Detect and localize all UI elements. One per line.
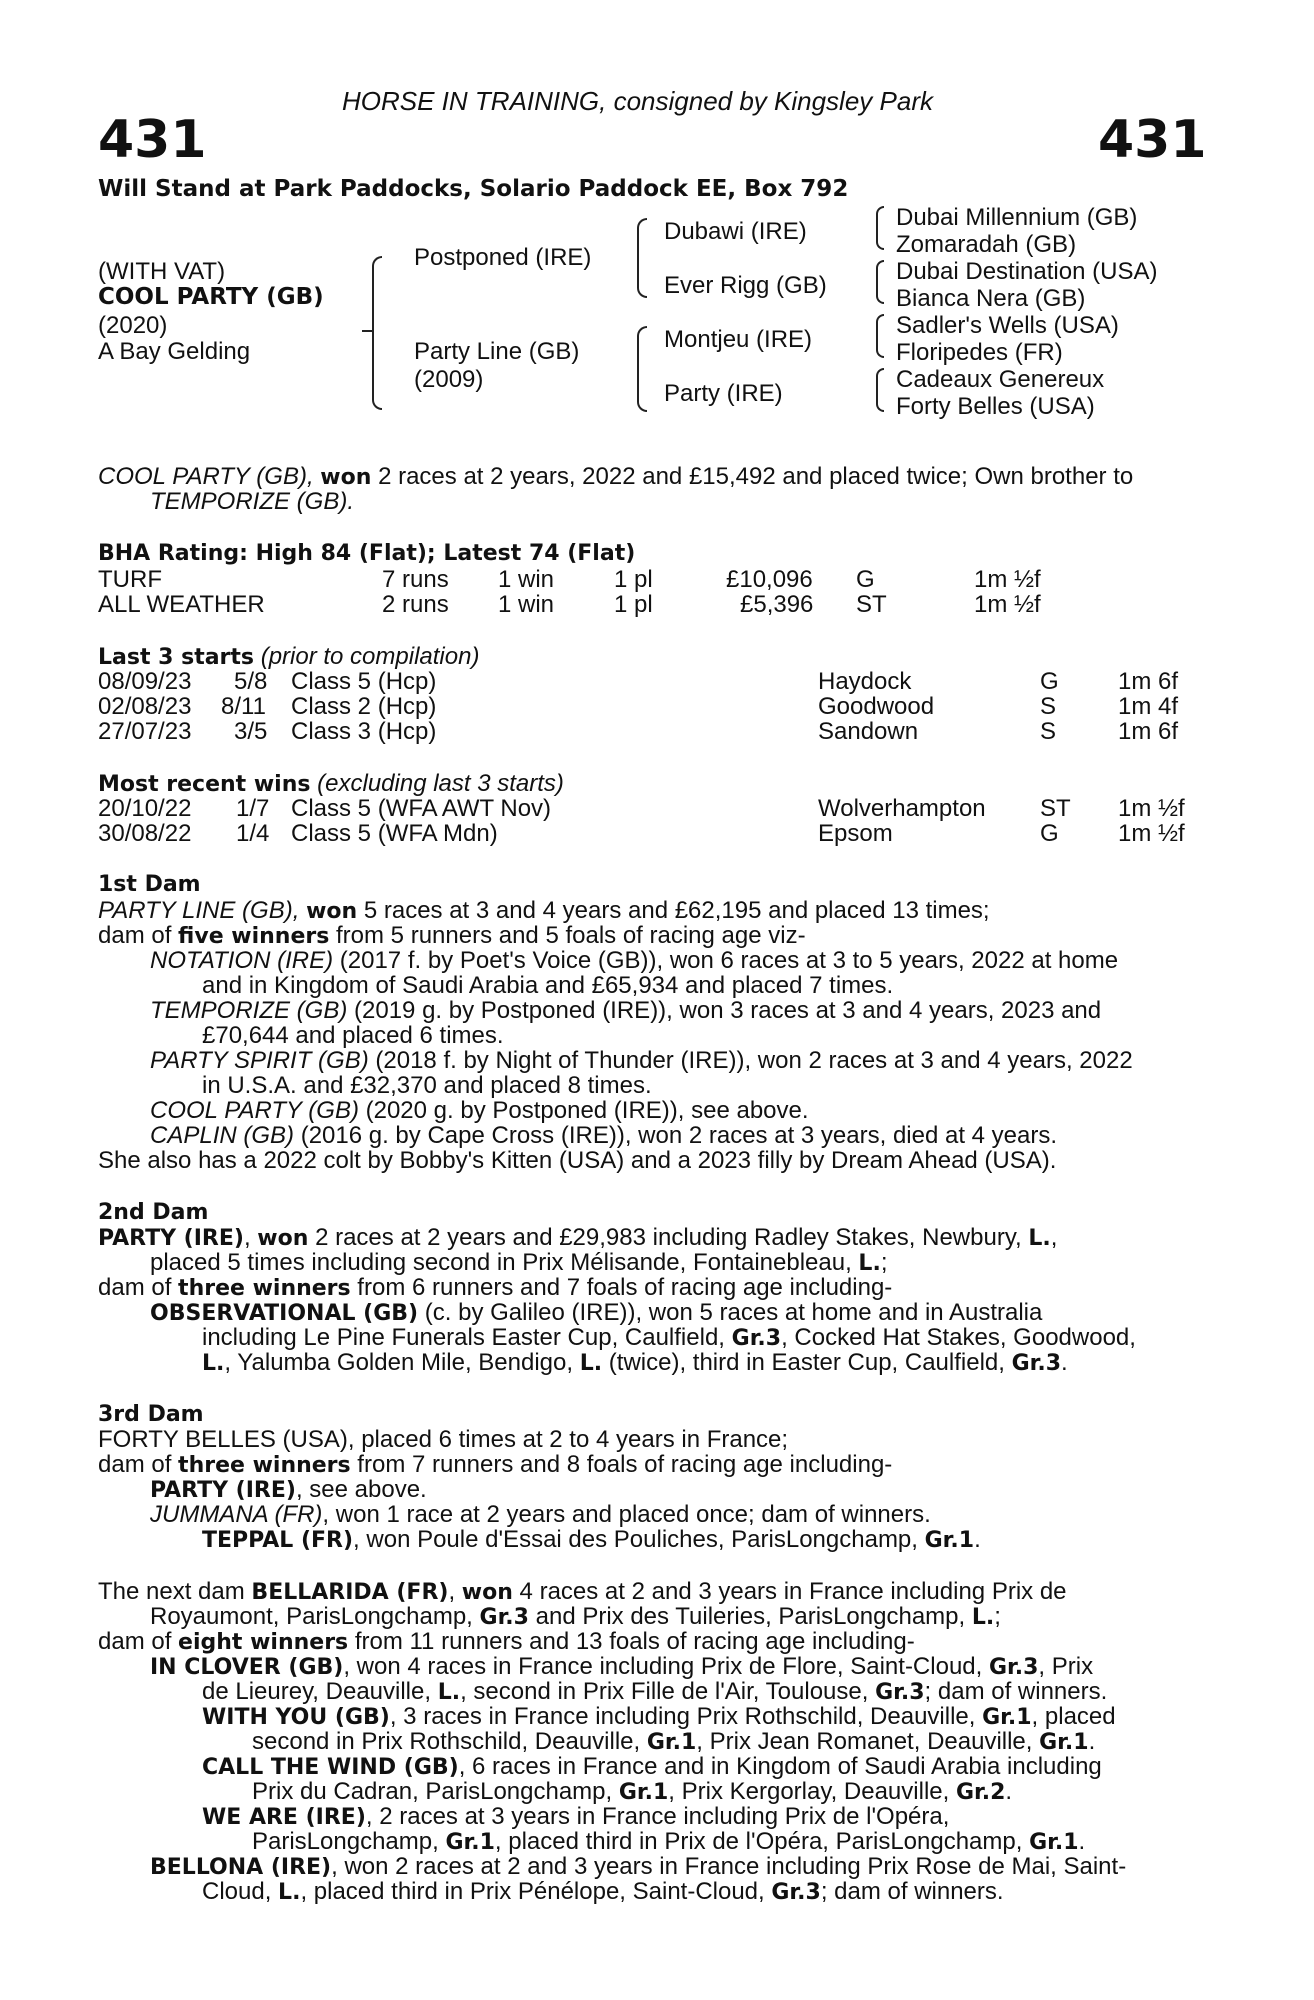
produce-detail: , Cocked Hat Stakes, Goodwood, [781,1324,1136,1351]
first-dam-produce-b: five winners [178,924,330,949]
produce-detail: (2016 g. by Cape Cross (IRE)), won 2 races at 3 years, died at 4 years. [294,1122,1058,1149]
rating-distance: 1m ½f [974,566,1041,593]
pedigree-brace-main-tip [362,330,372,332]
produce-detail: , 3 races in France including Prix Rothschild, Deauville, [389,1703,983,1730]
rating-surface: TURF [98,566,162,593]
next-dam-line2: Royaumont, ParisLongchamp, Gr.3 and Prix des Tuileries, ParisLongchamp, L.; [150,1603,1001,1630]
pedigree-brace-sire [637,218,647,298]
win-date: 30/08/22 [98,820,192,847]
horse-description: A Bay Gelding [98,338,251,365]
pedigree-ggs-1: Dubai Millennium (GB) [896,204,1138,231]
produce-detail: ; dam of winners. [924,1678,1108,1705]
pedigree-dam: Party Line (GB) [414,338,580,365]
summary-horse-name: COOL PARTY (GB), [98,463,314,490]
produce-detail: (2018 f. by Night of Thunder (IRE)), won 2 races at 3 and 4 years, 2022 [368,1047,1133,1074]
catalogue-subtitle: HORSE IN TRAINING, consigned by Kingsley Park [342,86,933,116]
race-summary [98,464,1133,490]
start-position: 3/5 [234,718,268,745]
pedigree-brace-g1 [876,206,884,250]
pedigree-ggs-2: Zomaradah (GB) [896,231,1077,258]
group-label: Gr.1 [1029,1830,1079,1855]
next-dam-detail: and Prix des Tuileries, ParisLongchamp, [528,1603,972,1630]
start-date: 27/07/23 [98,718,192,745]
group-label: Gr.3 [479,1605,529,1630]
start-course: Sandown [818,718,919,745]
last-starts-title: Last 3 starts [98,645,255,670]
next-dam-produce-a: dam of [98,1628,179,1655]
produce-detail: , won 2 races at 2 and 3 years in France including Prix Rose de Mai, Saint- [331,1853,1127,1880]
pedigree-grandsire-1: Dubawi (IRE) [664,218,807,245]
group-label: Gr.1 [1039,1730,1089,1755]
produce-detail: de Lieurey, Deauville, [202,1678,438,1705]
start-class: Class 2 (Hcp) [291,693,437,720]
next-dam-won: won [461,1580,513,1605]
rating-places: 1 pl [614,591,653,618]
produce-detail: (2017 f. by Poet's Voice (GB)), won 6 races at 3 to 5 years, 2022 at home [333,947,1119,974]
produce-detail: (c. by Galileo (IRE)), won 5 races at home and in Australia [418,1299,1043,1326]
vat-status: (WITH VAT) [98,258,226,285]
next-dam-record: 4 races at 2 and 3 years in France including Prix de [512,1578,1067,1605]
third-dam-line: FORTY BELLES (USA), placed 6 times at 2 to 4 years in France; [98,1426,789,1453]
summary-won: won [320,465,372,490]
win-class: Class 5 (WFA AWT Nov) [291,795,552,822]
win-course: Wolverhampton [818,795,986,822]
produce-name: OBSERVATIONAL (GB) [150,1301,419,1326]
pedigree-brace-g3 [876,314,884,358]
produce-with-you-cont: second in Prix Rothschild, Deauville, Gr.1, Prix Jean Romanet, Deauville, Gr.1. [252,1728,1096,1755]
next-dam-produce [98,1629,915,1655]
start-class: Class 5 (Hcp) [291,668,437,695]
recent-wins-heading [98,770,564,798]
produce-detail: (2019 g. by Postponed (IRE)), won 3 races at 3 and 4 years, 2023 and [347,997,1102,1024]
group-label: Gr.1 [924,1528,975,1553]
second-dam-produce-b: three winners [178,1276,351,1301]
produce-we-are [202,1804,1204,1830]
win-going: ST [1040,795,1071,822]
produce-observational [150,1300,1204,1326]
rating-going: G [856,566,875,593]
produce-name: PARTY SPIRIT (GB) [150,1047,369,1074]
produce-detail: ; dam of winners. [820,1878,1004,1905]
horse-name: COOL PARTY (GB) [98,284,324,310]
second-dam-line: PARTY (IRE), won 2 races at 2 years and £29,983 including Radley Stakes, Newbury, L., [98,1224,1058,1251]
produce-detail: , 2 races at 3 years in France including Prix de l'Opéra, [365,1803,950,1830]
produce-cool-party [150,1098,809,1123]
produce-detail: , see above. [295,1476,427,1503]
last-starts-heading [98,643,479,671]
win-position: 1/7 [236,795,270,822]
produce-detail: second in Prix Rothschild, Deauville, [252,1728,647,1755]
produce-detail: , Prix Jean Romanet, Deauville, [696,1728,1040,1755]
produce-in-clover-cont [202,1679,1107,1705]
group-label: Gr.3 [771,1880,821,1905]
listed-label: L. [202,1351,225,1376]
pedigree-ggs-4: Bianca Nera (GB) [896,285,1086,312]
third-dam-produce [98,1452,892,1478]
pedigree-grandsire-3: Montjeu (IRE) [664,326,813,353]
start-course: Goodwood [818,693,935,720]
win-going: G [1040,820,1059,847]
listed-label: L. [1028,1226,1051,1251]
produce-name: IN CLOVER (GB) [150,1655,344,1680]
start-going: S [1040,693,1057,720]
recent-wins-title: Most recent wins [98,772,311,797]
produce-temporize-cont: £70,644 and placed 6 times. [202,1022,504,1049]
produce-observational-cont2: L., Yalumba Golden Mile, Bendigo, L. (twice), third in Easter Cup, Caulfield, Gr.3. [202,1349,1068,1376]
rating-prize: £10,096 [726,566,813,593]
produce-name: TEPPAL (FR) [202,1528,354,1553]
group-label: Gr.3 [875,1680,925,1705]
rating-runs: 2 runs [382,591,449,618]
produce-detail: , placed [1031,1703,1116,1730]
second-dam-produce [98,1275,892,1301]
second-dam-name: PARTY (IRE) [98,1226,244,1251]
first-dam-produce-a: dam of [98,922,179,949]
produce-detail: Cloud, [202,1878,279,1905]
recent-wins-note: (excluding last 3 starts) [310,770,564,797]
start-class: Class 3 (Hcp) [291,718,437,745]
produce-name: BELLONA (IRE) [150,1855,332,1880]
third-dam-produce-c: from 7 runners and 8 foals of racing age including- [350,1451,893,1478]
produce-detail: , placed third in Prix Pénélope, Saint-Cloud, [300,1878,772,1905]
start-distance: 1m 6f [1118,718,1179,745]
produce-detail: , 6 races in France and in Kingdom of Saudi Arabia including [458,1753,1102,1780]
pedigree-grandsire-4: Party (IRE) [664,380,783,407]
produce-party-spirit-cont: in U.S.A. and £32,370 and placed 8 times. [202,1072,652,1099]
produce-jummana [150,1502,931,1527]
third-dam-produce-a: dam of [98,1451,179,1478]
produce-detail: , Yalumba Golden Mile, Bendigo, [224,1349,580,1376]
group-label: Gr.2 [955,1780,1006,1805]
next-dam-detail: Royaumont, ParisLongchamp, [150,1603,480,1630]
start-position: 8/11 [221,693,266,720]
listed-label: L. [858,1251,881,1276]
lot-number-left: 431 [98,110,207,170]
produce-notation-cont: and in Kingdom of Saudi Arabia and £65,934 and placed 7 times. [202,972,894,999]
second-dam-produce-a: dam of [98,1274,179,1301]
produce-name: CAPLIN (GB) [150,1122,295,1149]
produce-name: NOTATION (IRE) [150,947,334,974]
start-going: S [1040,718,1057,745]
rating-wins: 1 win [498,591,555,618]
group-label: Gr.1 [445,1830,495,1855]
pedigree-ggs-6: Floripedes (FR) [896,339,1063,366]
rating-places: 1 pl [614,566,653,593]
second-dam-record: 2 races at 2 years and £29,983 including Radley Stakes, Newbury, [308,1224,1029,1251]
win-class: Class 5 (WFA Mdn) [291,820,498,847]
first-dam-title: 1st Dam [98,872,201,897]
group-label: Gr.1 [618,1780,669,1805]
rating-runs: 7 runs [382,566,449,593]
produce-notation [150,948,1204,973]
next-dam-line: The next dam BELLARIDA (FR), won 4 races at 2 and 3 years in France including Prix de [98,1578,1067,1605]
pedigree-grandsire-2: Ever Rigg (GB) [664,272,827,299]
produce-detail: Prix du Cadran, ParisLongchamp, [252,1778,619,1805]
rating-going: ST [856,591,887,618]
produce-name: WITH YOU (GB) [202,1705,390,1730]
produce-we-are-cont: ParisLongchamp, Gr.1, placed third in Prix de l'Opéra, ParisLongchamp, Gr.1. [252,1828,1086,1855]
produce-temporize [150,998,1204,1023]
horse-year: (2020) [98,312,168,339]
summary-brother: TEMPORIZE (GB). [150,488,354,515]
pedigree-ggs-3: Dubai Destination (USA) [896,258,1158,285]
produce-detail: , won 4 races in France including Prix de Flore, Saint-Cloud, [343,1653,989,1680]
first-dam-name: PARTY LINE (GB), [98,897,300,924]
lot-number-right: 431 [1098,110,1207,170]
win-date: 20/10/22 [98,795,192,822]
pedigree-sire: Postponed (IRE) [414,244,592,271]
produce-detail: ParisLongchamp, [252,1828,446,1855]
group-label: Gr.1 [646,1730,697,1755]
next-dam-produce-b: eight winners [178,1630,349,1655]
group-label: Gr.1 [982,1705,1032,1730]
start-distance: 1m 6f [1118,668,1179,695]
third-dam-title: 3rd Dam [98,1402,204,1427]
produce-detail: , Prix [1038,1653,1094,1680]
rating-prize: £5,396 [740,591,814,618]
next-dam-produce-c: from 11 runners and 13 foals of racing age including- [348,1628,915,1655]
produce-detail: , placed third in Prix de l'Opéra, ParisLongchamp, [494,1828,1030,1855]
produce-caplin [150,1123,1057,1148]
win-position: 1/4 [236,820,270,847]
produce-detail: , Prix Kergorlay, Deauville, [668,1778,956,1805]
group-label: Gr.3 [988,1655,1039,1680]
next-dam-intro: The next dam [98,1578,252,1605]
produce-observational-cont [202,1325,1204,1351]
listed-label: L. [579,1351,603,1376]
start-course: Haydock [818,668,912,695]
produce-in-clover [150,1654,1204,1680]
second-dam-placed: placed 5 times including second in Prix Mélisande, Fontainebleau, L.; [150,1249,888,1276]
group-label: Gr.3 [731,1326,782,1351]
last-starts-note: (prior to compilation) [254,643,480,670]
produce-detail: including Le Pine Funerals Easter Cup, Caulfield, [202,1324,732,1351]
stabling-location: Will Stand at Park Paddocks, Solario Paddock EE, Box 792 [98,176,849,202]
pedigree-ggs-7: Cadeaux Genereux [896,366,1105,393]
rating-surface: ALL WEATHER [98,591,265,618]
third-dam-produce-b: three winners [178,1453,351,1478]
pedigree-ggs-8: Forty Belles (USA) [896,393,1095,420]
produce-detail: (twice), third in Easter Cup, Caulfield, [602,1349,1012,1376]
win-distance: 1m ½f [1118,795,1185,822]
produce-name: PARTY (IRE) [150,1478,296,1503]
first-dam-line [98,898,990,924]
produce-bellona-cont [202,1879,1004,1905]
start-distance: 1m 4f [1118,693,1179,720]
pedigree-brace-g4 [876,368,884,412]
next-dam-name: BELLARIDA (FR) [251,1580,449,1605]
produce-call-the-wind [202,1754,1204,1780]
pedigree-ggs-5: Sadler's Wells (USA) [896,312,1119,339]
produce-name: CALL THE WIND (GB) [202,1755,459,1780]
produce-bellona [150,1854,1204,1880]
pedigree-brace-main [372,256,382,410]
rating-distance: 1m ½f [974,591,1041,618]
second-dam-placed-text: placed 5 times including second in Prix Mélisande, Fontainebleau, [150,1249,859,1276]
first-dam-also: She also has a 2022 colt by Bobby's Kitten (USA) and a 2023 filly by Dream Ahead (USA). [98,1147,1057,1174]
pedigree-brace-dam [637,326,647,412]
pedigree-dam-year: (2009) [414,366,484,393]
start-date: 08/09/23 [98,668,192,695]
listed-label: L. [971,1605,995,1630]
start-going: G [1040,668,1059,695]
first-dam-produce-c: from 5 runners and 5 foals of racing age viz- [329,922,806,949]
second-dam-title: 2nd Dam [98,1200,209,1225]
produce-name: TEMPORIZE (GB) [150,997,348,1024]
produce-call-the-wind-cont: Prix du Cadran, ParisLongchamp, Gr.1, Prix Kergorlay, Deauville, Gr.2. [252,1778,1013,1805]
produce-detail: , won Poule d'Essai des Pouliches, ParisLongchamp, [353,1526,925,1553]
summary-text: 2 races at 2 years, 2022 and £15,492 and placed twice; Own brother to [371,463,1134,490]
second-dam-produce-c: from 6 runners and 7 foals of racing age including- [350,1274,893,1301]
produce-teppal: TEPPAL (FR), won Poule d'Essai des Pouliches, ParisLongchamp, Gr.1. [202,1526,981,1553]
produce-name: WE ARE (IRE) [202,1805,366,1830]
rating-wins: 1 win [498,566,555,593]
produce-name: COOL PARTY (GB) [150,1097,359,1124]
produce-detail: , won 1 race at 2 years and placed once; dam of winners. [322,1501,931,1528]
bha-rating-title: BHA Rating: High 84 (Flat); Latest 74 (Flat) [98,541,636,566]
produce-party-spirit [150,1048,1204,1073]
produce-with-you [202,1704,1204,1730]
listed-label: L. [278,1880,301,1905]
listed-label: L. [437,1680,461,1705]
start-date: 02/08/23 [98,693,192,720]
produce-detail: (2020 g. by Postponed (IRE)), see above. [358,1097,809,1124]
win-distance: 1m ½f [1118,820,1185,847]
pedigree-brace-g2 [876,260,884,304]
first-dam-won: won [306,899,358,924]
win-course: Epsom [818,820,893,847]
second-dam-won: won [257,1226,309,1251]
first-dam-produce-line [98,923,806,949]
first-dam-record: 5 races at 3 and 4 years and £62,195 and placed 13 times; [357,897,990,924]
group-label: Gr.3 [1011,1351,1062,1376]
produce-detail: , second in Prix Fille de l'Air, Toulouse, [460,1678,876,1705]
start-position: 5/8 [234,668,268,695]
produce-party [150,1477,427,1503]
produce-name: JUMMANA (FR) [150,1501,323,1528]
